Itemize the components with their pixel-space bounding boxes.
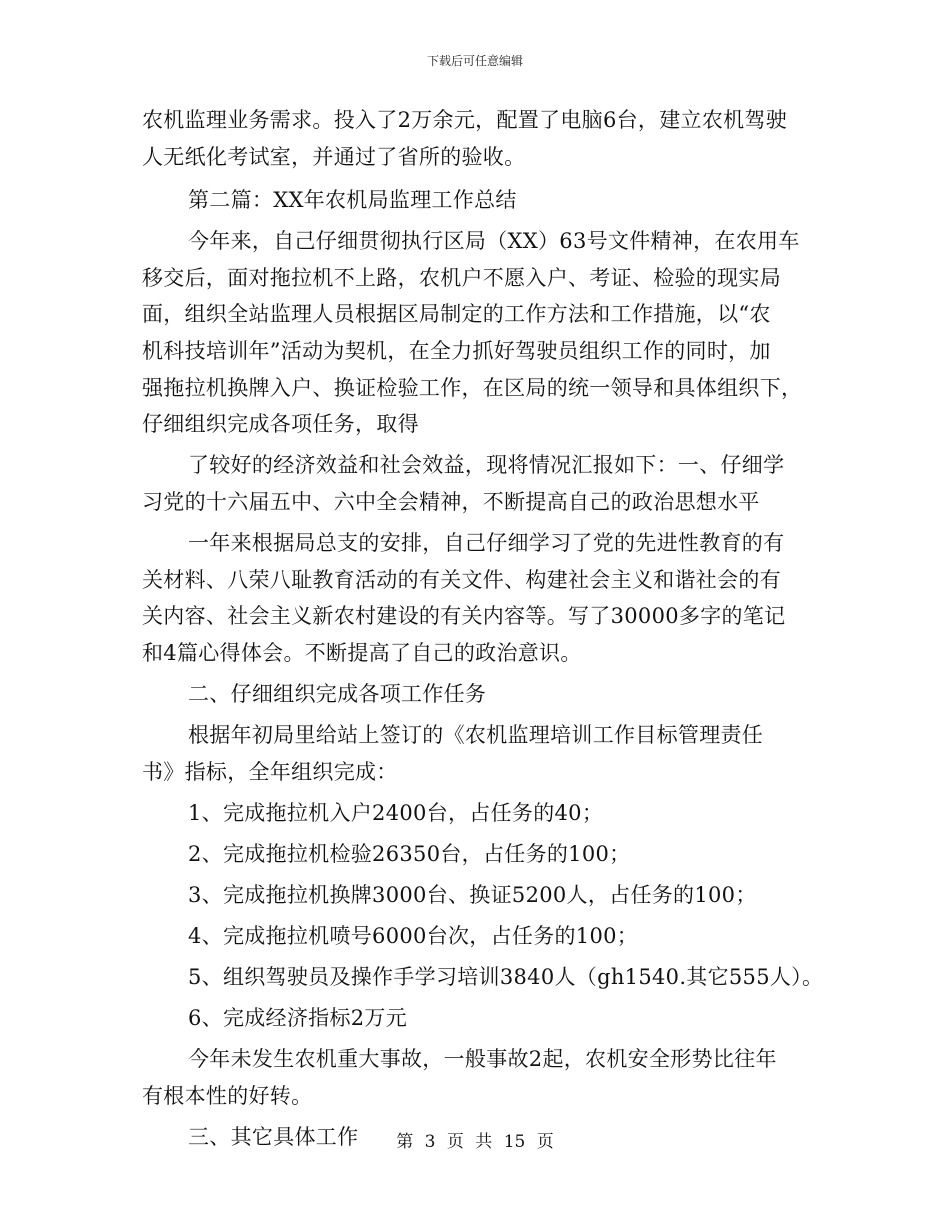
- list-item: 1、完成拖拉机入户2400台，占任务的40；: [188, 801, 604, 825]
- text-line: 和4篇心得体会。不断提高了自己的政治意识。: [142, 641, 582, 665]
- list-item: 2、完成拖拉机检验26350台，占任务的100；: [188, 842, 631, 866]
- text-line: 机科技培训年”活动为契机，在全力抓好驾驶员组织工作的同时，加: [142, 339, 771, 363]
- text-line: 今年未发生农机重大事故，一般事故2起，农机安全形势比往年: [188, 1047, 777, 1071]
- section-heading: 二、仔细组织完成各项工作任务: [188, 682, 487, 706]
- text-line: 一年来根据局总支的安排，自己仔细学习了党的先进性教育的有: [188, 531, 785, 555]
- list-item: 3、完成拖拉机换牌3000台、换证5200人，占任务的100；: [188, 883, 757, 907]
- text-line: 了较好的经济效益和社会效益，现将情况汇报如下：一、仔细学: [188, 453, 785, 477]
- text-line: 移交后，面对拖拉机不上路，农机户不愿入户、考证、检验的现实局: [142, 266, 781, 290]
- list-item: 6、完成经济指标2万元: [188, 1006, 408, 1030]
- text-line: 关内容、社会主义新农村建设的有关内容等。写了30000多字的笔记: [142, 604, 786, 628]
- text-line: 人无纸化考试室，并通过了省所的验收。: [142, 145, 526, 169]
- text-line: 强拖拉机换牌入户、换证检验工作，在区局的统一领导和具体组织下，: [142, 376, 803, 400]
- text-line: 习党的十六届五中、六中全会精神，不断提高自己的政治思想水平: [142, 490, 760, 514]
- text-line: 有根本性的好转。: [142, 1084, 313, 1108]
- text-line: 面，组织全站监理人员根据区局制定的工作方法和工作措施，以“农: [142, 302, 771, 326]
- text-line: 农机监理业务需求。投入了2万余元，配置了电脑6台，建立农机驾驶: [142, 108, 788, 132]
- list-item: 4、完成拖拉机喷号6000台次，占任务的100；: [188, 924, 639, 948]
- page-header: 下载后可任意编辑: [426, 54, 523, 68]
- list-item: 5、组织驾驶员及操作手学习培训3840人（gh1540.其它555人）。: [188, 965, 824, 989]
- text-line: 书》指标，全年组织完成：: [142, 760, 398, 784]
- text-line: 仔细组织完成各项任务，取得: [142, 412, 419, 436]
- text-line: 今年来，自己仔细贯彻执行区局（XX）63号文件精神，在农用车: [188, 229, 800, 253]
- section-heading: 第二篇：XX年农机局监理工作总结: [188, 188, 517, 212]
- text-line: 根据年初局里给站上签订的《农机监理培训工作目标管理责任: [188, 723, 764, 747]
- text-line: 关材料、八荣八耻教育活动的有关文件、构建社会主义和谐社会的有: [142, 568, 781, 592]
- section-heading: 三、其它具体工作: [188, 1125, 359, 1149]
- page-number: 第 3 页 共 15 页: [396, 1132, 554, 1152]
